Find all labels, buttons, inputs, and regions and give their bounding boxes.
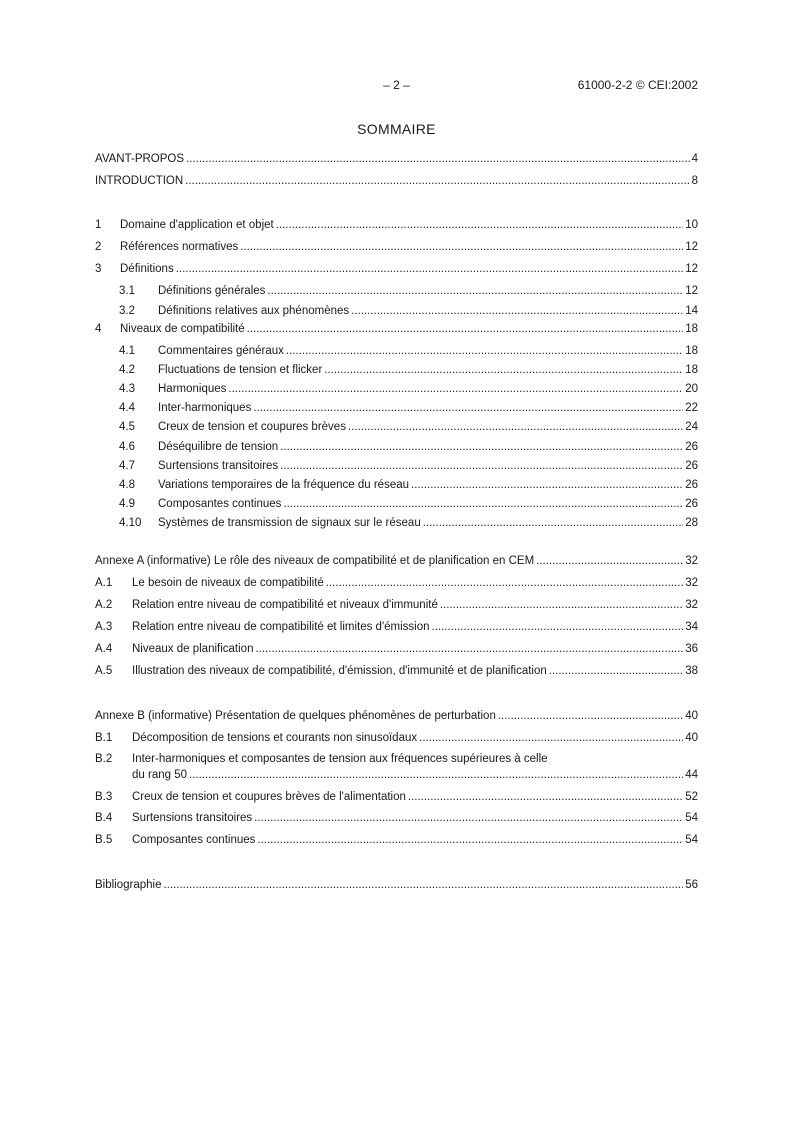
toc-page: 36 [685,643,698,655]
toc-page: 20 [685,383,698,395]
toc-page: 24 [685,421,698,433]
toc-label: Annexe B (informative) Présentation de quelques phénomènes de perturbation [95,710,496,722]
toc-page: 52 [685,791,698,803]
toc-label: Définitions relatives aux phénomènes [158,305,350,317]
toc-page: 26 [685,479,698,491]
toc-number: 4.7 [119,460,135,472]
toc-label: Décomposition de tensions et courants non sinusoïdaux [132,732,418,744]
toc-label: Niveaux de compatibilité [120,323,245,335]
toc-leader [164,877,684,893]
toc-page: 40 [685,710,698,722]
toc-label: Domaine d'application et objet [120,219,274,231]
toc-entry[interactable] [95,730,698,746]
toc-page: 54 [685,812,698,824]
toc-leader [326,575,683,591]
toc-number: B.3 [95,791,113,803]
toc-entry[interactable] [95,321,698,337]
toc-leader [280,439,683,455]
toc-leader [411,477,683,493]
toc-leader [283,496,683,512]
toc-label: Inter-harmoniques [158,402,252,414]
toc-leader [348,419,683,435]
toc-page: 32 [685,577,698,589]
toc-page: 18 [685,364,698,376]
toc-page: 10 [685,219,698,231]
toc-subentry[interactable] [95,439,698,455]
toc-number: 3.1 [119,285,135,297]
toc-page: 12 [685,241,698,253]
toc-leader [267,283,683,299]
toc-leader [351,303,683,319]
toc-label: Relation entre niveau de compatibilité et limites d'émission [132,621,430,633]
toc-page: 22 [685,402,698,414]
toc-subentry[interactable] [95,362,698,378]
toc-subentry[interactable] [95,400,698,416]
toc-entry[interactable] [95,575,698,591]
toc-label: Systèmes de transmission de signaux sur le réseau [158,517,421,529]
toc-label: Harmoniques [158,383,227,395]
toc-label: Composantes continues [132,834,256,846]
toc-page: 12 [685,285,698,297]
toc-page: 40 [685,732,698,744]
toc-number: A.4 [95,643,113,655]
toc-page: 54 [685,834,698,846]
toc-leader [423,515,683,531]
toc-label: Creux de tension et coupures brèves de l'alimentation [132,791,406,803]
toc-number: 3.2 [119,305,135,317]
toc-leader [549,663,683,679]
toc-entry[interactable] [95,239,698,255]
toc-label: AVANT-PROPOS [95,153,185,165]
toc-entry[interactable] [95,663,698,679]
toc-leader [324,362,683,378]
toc-number: 4.1 [119,345,135,357]
toc-entry-bibliography[interactable] [95,877,698,893]
toc-number: 1 [95,219,102,231]
toc-entry-annex-a[interactable] [95,553,698,569]
toc-page: 34 [685,621,698,633]
toc-page: 8 [691,175,698,187]
toc-page: 12 [685,263,698,275]
toc-page: 18 [685,323,698,335]
toc-subentry[interactable] [95,419,698,435]
toc-leader [440,597,683,613]
toc-number: B.5 [95,834,113,846]
toc-label: Illustration des niveaux de compatibilité, d'émission, d'immunité et de planification [132,665,547,677]
toc-number: A.3 [95,621,113,633]
toc-leader [280,458,683,474]
toc-number: 4.10 [119,517,142,529]
toc-subentry[interactable] [95,458,698,474]
toc-label: Déséquilibre de tension [158,441,279,453]
toc-entry[interactable] [95,217,698,233]
toc-number: 4.2 [119,364,135,376]
toc-number: 4.8 [119,479,135,491]
toc-number: 4.3 [119,383,135,395]
toc-page: 4 [691,153,698,165]
toc-label: Fluctuations de tension et flicker [158,364,323,376]
toc-page: 32 [685,555,698,567]
toc-page: 26 [685,498,698,510]
toc-label: Définitions [120,263,174,275]
toc-label: Surtensions transitoires [132,812,253,824]
toc-page: 26 [685,460,698,472]
toc-leader [536,553,683,569]
toc-subentry[interactable] [95,303,698,319]
toc-page: 14 [685,305,698,317]
toc-number: 4.4 [119,402,135,414]
toc-label: Le besoin de niveaux de compatibilité [132,577,324,589]
toc-page: 18 [685,345,698,357]
toc-number: A.2 [95,599,113,611]
toc-label: Creux de tension et coupures brèves [158,421,346,433]
toc-leader [276,217,683,233]
toc-leader [432,619,684,635]
toc-leader [286,343,683,359]
toc-page: 28 [685,517,698,529]
toc-leader [257,832,683,848]
toc-subentry[interactable] [95,343,698,359]
toc-number: A.5 [95,665,113,677]
toc-label: Surtensions transitoires [158,460,279,472]
toc-label: Définitions générales [158,285,266,297]
toc-label: INTRODUCTION [95,175,184,187]
toc-subentry[interactable] [95,515,698,531]
toc-page: 38 [685,665,698,677]
document-reference: 61000-2-2 © CEI:2002 [577,78,698,92]
toc-label: Annexe A (informative) Le rôle des niveaux de compatibilité et de planification en CEM [95,555,535,567]
toc-entry-annex-b[interactable] [95,708,698,724]
toc-leader [253,400,683,416]
toc-label: Références normatives [120,241,239,253]
toc-label: Composantes continues [158,498,282,510]
toc-page: 56 [685,879,698,891]
toc-number: B.2 [95,753,113,765]
toc-entry[interactable] [95,641,698,657]
toc-leader [228,381,683,397]
toc-entry-introduction[interactable] [95,173,698,189]
toc-entry[interactable] [95,261,698,277]
toc-page: 32 [685,599,698,611]
toc-entry[interactable] [95,810,698,826]
toc-leader [185,173,689,189]
page-title: SOMMAIRE [357,121,436,137]
toc-page: 44 [685,769,698,781]
toc-subentry[interactable] [95,283,698,299]
toc-label: Inter-harmoniques et composantes de tension aux fréquences supérieures à celle [132,753,548,765]
toc-label: Bibliographie [95,879,162,891]
toc-leader [408,789,683,805]
toc-entry[interactable] [95,597,698,613]
toc-number: 4.5 [119,421,135,433]
toc-number: 4 [95,323,102,335]
toc-label-continued: du rang 50 [132,769,187,781]
toc-leader [498,708,683,724]
toc-label: Relation entre niveau de compatibilité et niveaux d'immunité [132,599,438,611]
toc-leader [240,239,683,255]
toc-number: 2 [95,241,102,253]
toc-page: 26 [685,441,698,453]
toc-entry[interactable] [95,789,698,805]
toc-entry-avant-propos[interactable] [95,151,698,167]
page-number-marker: – 2 – [383,78,410,92]
toc-leader [186,151,690,167]
toc-number: B.4 [95,812,113,824]
toc-number: 3 [95,263,102,275]
toc-label: Variations temporaires de la fréquence du réseau [158,479,410,491]
toc-leader [419,730,683,746]
toc-entry[interactable] [95,619,698,635]
toc-leader [189,767,683,783]
toc-number: 4.6 [119,441,135,453]
toc-label: Commentaires généraux [158,345,284,357]
toc-leader [247,321,684,337]
toc-entry[interactable] [95,832,698,848]
toc-leader [255,641,683,657]
toc-number: A.1 [95,577,113,589]
toc-leader [176,261,684,277]
toc-subentry[interactable] [95,477,698,493]
toc-leader [254,810,683,826]
toc-label: Niveaux de planification [132,643,254,655]
toc-entry-two-line[interactable] [95,751,698,783]
toc-subentry[interactable] [95,496,698,512]
toc-subentry[interactable] [95,381,698,397]
toc-number: 4.9 [119,498,135,510]
toc-number: B.1 [95,732,113,744]
